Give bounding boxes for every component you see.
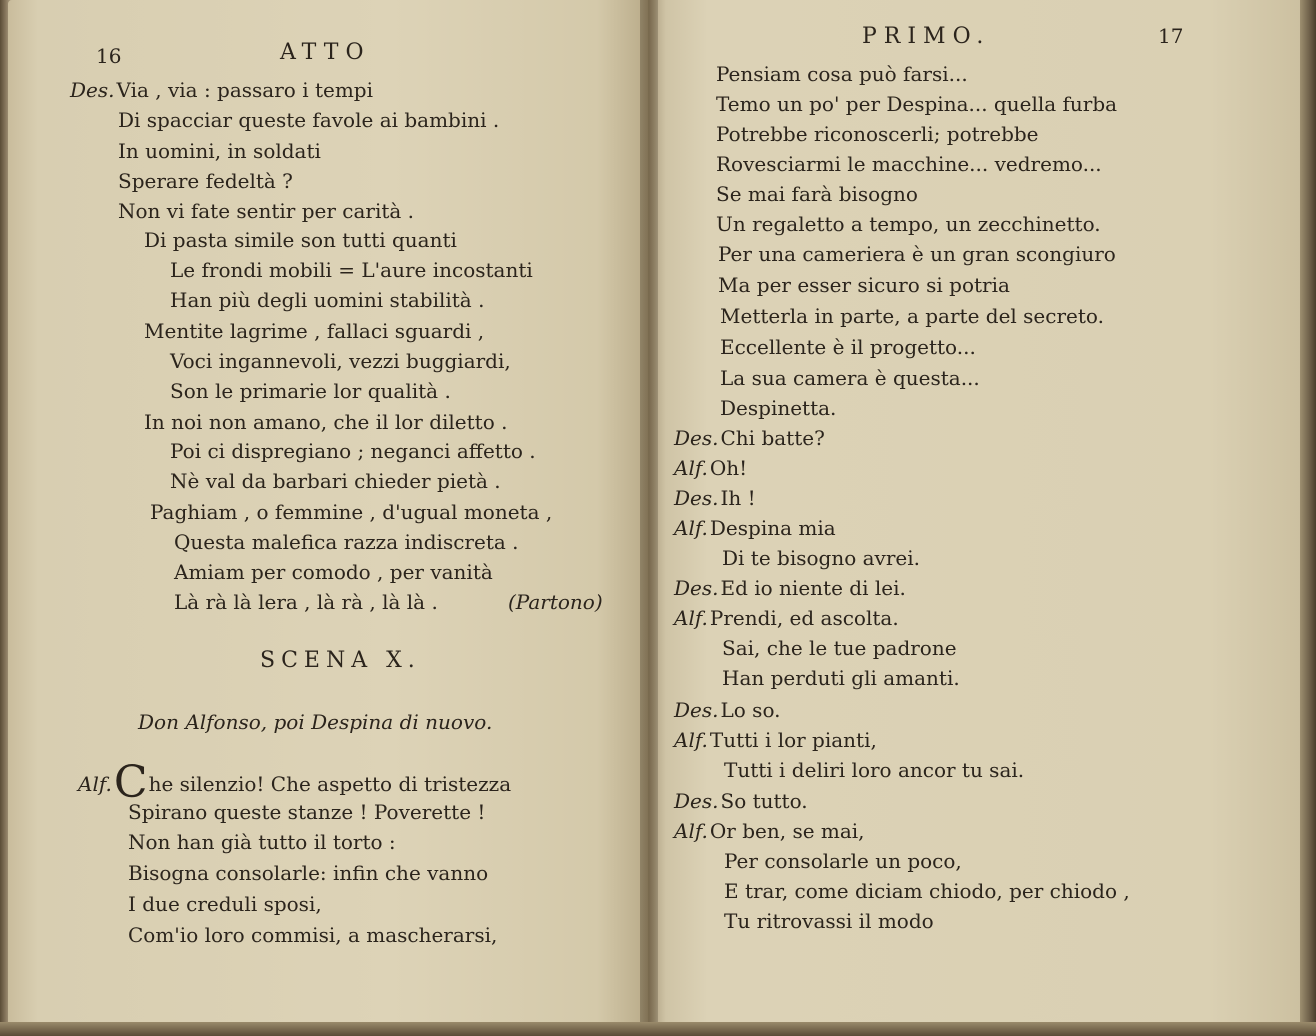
verse-line: Temo un po' per Despina... quella furba — [716, 92, 1118, 116]
verse-line: Des. So tutto. — [674, 789, 808, 813]
verse-line: Son le primarie lor qualità . — [170, 379, 451, 403]
verse-line: Tu ritrovassi il modo — [724, 909, 934, 933]
speaker-label: Alf. — [674, 516, 708, 540]
verse-line: Des. Lo so. — [674, 698, 781, 722]
verse-line: Paghiam , o femmine , d'ugual moneta , — [150, 500, 553, 524]
verse-line: Poi ci dispregiano ; neganci affetto . — [170, 439, 536, 463]
verse-line: Tutti i deliri loro ancor tu sai. — [724, 758, 1025, 782]
verse-line: Pensiam cosa può farsi... — [716, 62, 968, 86]
verse-line: Voci ingannevoli, vezzi buggiardi, — [170, 349, 511, 373]
stage-exit-direction: (Partono) — [508, 590, 603, 614]
verse-line: Eccellente è il progetto... — [720, 335, 976, 359]
verse-line: Questa malefica razza indiscreta . — [174, 530, 519, 554]
verse-line: Le frondi mobili = L'aure incostanti — [170, 258, 533, 282]
running-head-right: PRIMO. — [862, 24, 991, 49]
speaker-label: Des. — [70, 78, 115, 102]
verse-line: Bisogna consolarle: infin che vanno — [128, 861, 489, 885]
verse-line: Un regaletto a tempo, un zecchinetto. — [716, 212, 1101, 236]
verse-line: Despinetta. — [720, 396, 837, 420]
verse-line: Amiam per comodo , per vanità — [174, 560, 493, 584]
running-head-left: ATTO — [280, 40, 371, 65]
verse-line: Non han già tutto il torto : — [128, 830, 396, 854]
verse-line: Alf.Che silenzio! Che aspetto di tristezza — [78, 757, 512, 808]
verse-line: Di spacciar queste favole ai bambini . — [118, 108, 500, 132]
verse-line: Se mai farà bisogno — [716, 182, 918, 206]
speaker-label: Alf. — [674, 819, 708, 843]
verse-line: Non vi fate sentir per carità . — [118, 199, 415, 223]
verse-line: Là rà là lera , là rà , là là . — [174, 590, 438, 614]
speaker-label: Des. — [674, 698, 719, 722]
verse-line: Han perduti gli amanti. — [722, 666, 960, 690]
right-page — [648, 0, 1308, 1030]
speaker-label: Des. — [674, 789, 719, 813]
verse-line: Alf. Despina mia — [674, 516, 836, 540]
speaker-label: Alf. — [674, 728, 708, 752]
verse-line: Per una cameriera è un gran scongiuro — [718, 242, 1116, 266]
verse-line: La sua camera è questa... — [720, 366, 980, 390]
drop-initial: C — [113, 757, 148, 808]
verse-line: Des. Ih ! — [674, 486, 756, 510]
speaker-label: Alf. — [674, 456, 708, 480]
page-number-right: 17 — [1158, 24, 1184, 48]
speaker-label: Des. — [674, 426, 719, 450]
stage-direction: Don Alfonso, poi Despina di nuovo. — [138, 710, 493, 734]
verse-line: Ma per esser sicuro si potria — [718, 273, 1010, 297]
speaker-label: Des. — [674, 486, 719, 510]
verse-line: Nè val da barbari chieder pietà . — [170, 469, 501, 493]
verse-line: Alf. Or ben, se mai, — [674, 819, 865, 843]
verse-line: Metterla in parte, a parte del secreto. — [720, 304, 1104, 328]
verse-line: Alf. Oh! — [674, 456, 748, 480]
verse-line: Des. Ed io niente di lei. — [674, 576, 906, 600]
verse-line: I due creduli sposi, — [128, 892, 322, 916]
speaker-label: Alf. — [674, 606, 708, 630]
verse-line: In noi non amano, che il lor diletto . — [144, 410, 508, 434]
verse-line: Com'io loro commisi, a mascherarsi, — [128, 923, 498, 947]
verse-line: Per consolarle un poco, — [724, 849, 962, 873]
page-edge-right — [1300, 0, 1316, 1036]
speaker-label: Des. — [674, 576, 719, 600]
verse-line: Alf. Prendi, ed ascolta. — [674, 606, 899, 630]
verse-line: Des. Chi batte? — [674, 426, 825, 450]
verse-line: Sai, che le tue padrone — [722, 636, 957, 660]
left-page — [8, 0, 648, 1030]
page-number-left: 16 — [96, 44, 122, 68]
verse-line: Sperare fedeltà ? — [118, 169, 293, 193]
verse-line: Han più degli uomini stabilità . — [170, 288, 485, 312]
verse-line: In uomini, in soldati — [118, 139, 321, 163]
verse-line: Des. Via , via : passaro i tempi — [70, 78, 373, 102]
verse-line: Di pasta simile son tutti quanti — [144, 228, 457, 252]
verse-line: Potrebbe riconoscerli; potrebbe — [716, 122, 1039, 146]
verse-line: Rovesciarmi le macchine... vedremo... — [716, 152, 1102, 176]
verse-line: Alf. Tutti i lor pianti, — [674, 728, 877, 752]
verse-line: Mentite lagrime , fallaci sguardi , — [144, 319, 485, 343]
scene-title: SCENA X. — [260, 648, 421, 673]
speaker-label: Alf. — [78, 772, 112, 796]
verse-line: E trar, come diciam chiodo, per chiodo , — [724, 879, 1130, 903]
verse-line: Di te bisogno avrei. — [722, 546, 920, 570]
page-edge-bottom — [0, 1022, 1316, 1036]
book-gutter — [640, 0, 658, 1036]
verse-line: Spirano queste stanze ! Poverette ! — [128, 800, 486, 824]
